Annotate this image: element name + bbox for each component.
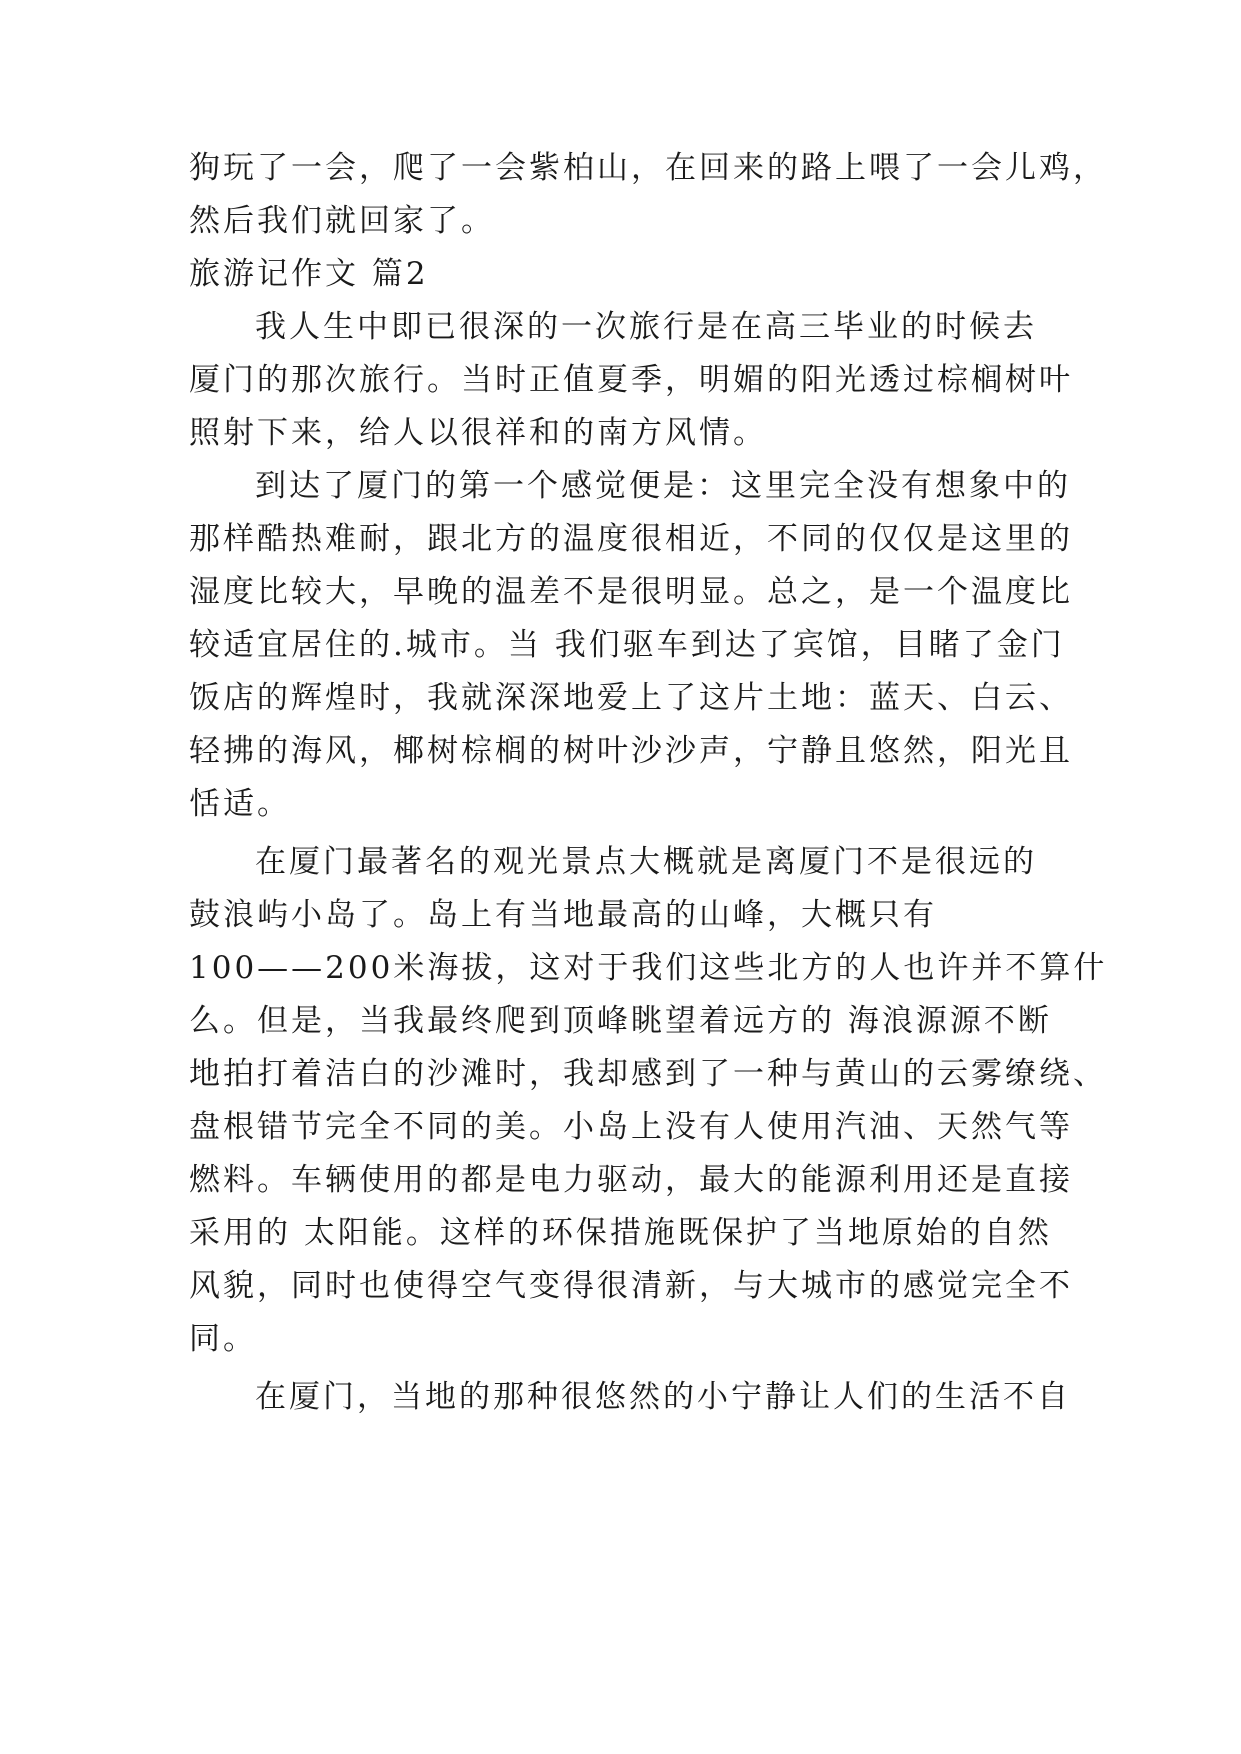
text-line: 然后我们就回家了。 bbox=[189, 203, 495, 239]
text-line: 100——200米海拔，这对于我们这些北方的人也许并不算什 bbox=[189, 950, 1108, 986]
text-line: 鼓浪屿小岛了。岛上有当地最高的山峰，大概只有 bbox=[189, 897, 937, 933]
text-line: 到达了厦门的第一个感觉便是：这里完全没有想象中的 bbox=[255, 468, 1071, 504]
text-line: 在厦门最著名的观光景点大概就是离厦门不是很远的 bbox=[255, 844, 1037, 880]
text-line: 么。但是，当我最终爬到顶峰眺望着远方的 海浪源源不断 bbox=[189, 1003, 1052, 1039]
text-line: 照射下来，给人以很祥和的南方风情。 bbox=[189, 415, 767, 451]
text-line: 狗玩了一会，爬了一会紫柏山，在回来的路上喂了一会儿鸡， bbox=[189, 150, 1107, 186]
text-line: 我人生中即已很深的一次旅行是在高三毕业的时候去 bbox=[255, 309, 1037, 345]
text-line: 较适宜居住的.城市。当 我们驱车到达了宾馆，目睹了金门 bbox=[189, 627, 1065, 663]
text-line: 采用的 太阳能。这样的环保措施既保护了当地原始的自然 bbox=[189, 1215, 1052, 1251]
text-line: 在厦门，当地的那种很悠然的小宁静让人们的生活不自 bbox=[255, 1379, 1071, 1415]
text-line: 饭店的辉煌时，我就深深地爱上了这片土地：蓝天、白云、 bbox=[189, 680, 1073, 716]
text-line: 厦门的那次旅行。当时正值夏季，明媚的阳光透过棕榈树叶 bbox=[189, 362, 1073, 398]
text-line: 燃料。车辆使用的都是电力驱动，最大的能源利用还是直接 bbox=[189, 1162, 1073, 1198]
text-line: 盘根错节完全不同的美。小岛上没有人使用汽油、天然气等 bbox=[189, 1109, 1073, 1145]
text-line: 恬适。 bbox=[189, 786, 291, 822]
text-line: 轻拂的海风，椰树棕榈的树叶沙沙声，宁静且悠然，阳光且 bbox=[189, 733, 1073, 769]
text-line: 湿度比较大，早晚的温差不是很明显。总之，是一个温度比 bbox=[189, 574, 1073, 610]
text-line: 那样酷热难耐，跟北方的温度很相近，不同的仅仅是这里的 bbox=[189, 521, 1073, 557]
text-line: 地拍打着洁白的沙滩时，我却感到了一种与黄山的云雾缭绕、 bbox=[189, 1056, 1107, 1092]
section-heading: 旅游记作文 篇2 bbox=[189, 256, 429, 292]
text-line: 风貌，同时也使得空气变得很清新，与大城市的感觉完全不 bbox=[189, 1268, 1073, 1304]
text-line: 同。 bbox=[189, 1321, 257, 1357]
